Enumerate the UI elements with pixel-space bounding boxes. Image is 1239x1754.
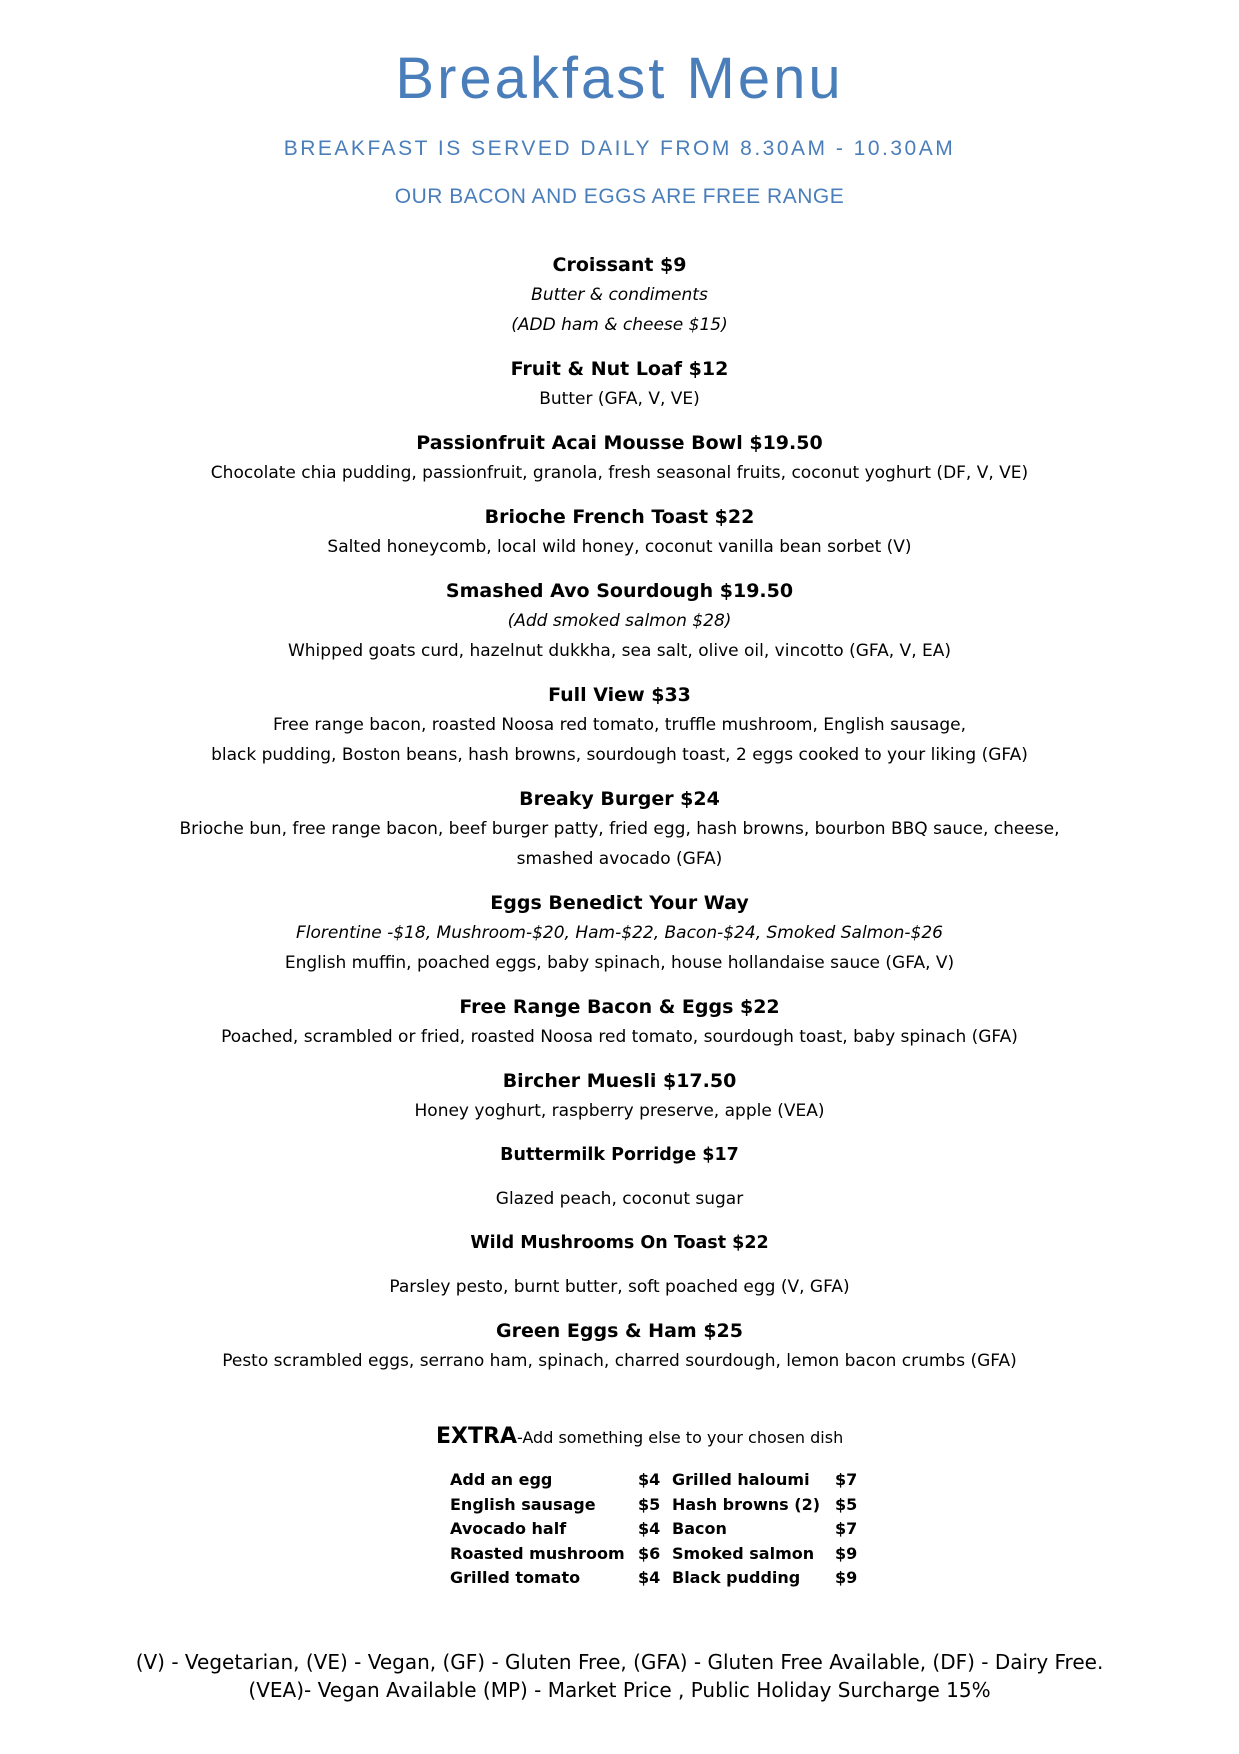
menu-item <box>0 888 1239 992</box>
menu-item <box>0 502 1239 576</box>
extra-item-name: Add an egg <box>450 1470 553 1489</box>
menu-item <box>0 1066 1239 1140</box>
menu-item-description: Butter (GFA, V, VE) <box>539 389 700 409</box>
extra-item-price: $7 <box>835 1519 858 1538</box>
extras-row <box>450 1470 870 1495</box>
service-hours: BREAKFAST IS SERVED DAILY FROM 8.30AM - 10.30AM <box>283 137 956 160</box>
menu-item-name: Full View $33 <box>548 684 691 706</box>
menu-item-name: Smashed Avo Sourdough $19.50 <box>445 580 794 602</box>
menu-item-name: Fruit & Nut Loaf $12 <box>510 358 729 380</box>
menu-item <box>0 784 1239 888</box>
extras-table <box>450 1470 870 1593</box>
extra-item-price: $5 <box>638 1494 661 1514</box>
extra-item-price: $4 <box>638 1470 661 1489</box>
extra-item-name: Avocado half <box>450 1519 567 1538</box>
menu-item <box>0 992 1239 1066</box>
menu-item <box>0 250 1239 354</box>
menu-item <box>0 1316 1239 1390</box>
menu-item <box>0 354 1239 428</box>
menu-item-description: Poached, scrambled or fried, roasted Noosa red tomato, sourdough toast, baby spinach (GFA) <box>221 1027 1018 1047</box>
menu-item <box>0 428 1239 502</box>
dietary-legend <box>0 1648 1239 1704</box>
extra-item-price: $5 <box>835 1494 858 1514</box>
menu-item-name: Eggs Benedict Your Way <box>490 892 749 914</box>
menu-item-description: Pesto scrambled eggs, serrano ham, spinach, charred sourdough, lemon bacon crumbs (GFA) <box>222 1351 1017 1371</box>
menu-item-name: Breaky Burger $24 <box>519 788 720 810</box>
menu-item <box>0 576 1239 680</box>
menu-item-description: Salted honeycomb, local wild honey, coconut vanilla bean sorbet (V) <box>327 537 912 557</box>
menu-item-description: Butter & condiments <box>531 285 708 305</box>
extras-heading <box>436 1424 843 1449</box>
extra-item-price: $7 <box>835 1470 858 1489</box>
legend-line-2: (VEA)- Vegan Available (MP) - Market Price , Public Holiday Surcharge 15% <box>248 1678 991 1702</box>
menu-item-name: Buttermilk Porridge $17 <box>500 1145 739 1165</box>
extras-row <box>450 1495 870 1520</box>
page-title: Breakfast Menu <box>395 46 844 111</box>
menu-item-description: Glazed peach, coconut sugar <box>495 1189 744 1209</box>
free-range-note: OUR BACON AND EGGS ARE FREE RANGE <box>394 185 845 208</box>
extra-item-name: Bacon <box>672 1519 727 1538</box>
menu-item-description: Whipped goats curd, hazelnut dukkha, sea salt, olive oil, vincotto (GFA, V, EA) <box>287 641 952 661</box>
extra-item-price: $9 <box>835 1543 858 1563</box>
extra-item-price: $4 <box>638 1519 661 1538</box>
extra-item-price: $6 <box>638 1543 661 1563</box>
menu-item-description: English muffin, poached eggs, baby spinach, house hollandaise sauce (GFA, V) <box>284 953 955 973</box>
extras-title: EXTRA <box>436 1424 517 1449</box>
menu-item-name: Green Eggs & Ham $25 <box>496 1320 743 1342</box>
extra-item-price: $9 <box>835 1568 858 1587</box>
menu-item-name: Croissant $9 <box>552 254 687 276</box>
menu-item-description: Honey yoghurt, raspberry preserve, apple (VEA) <box>414 1101 825 1121</box>
extra-item-name: English sausage <box>450 1494 596 1514</box>
menu-item-description: Parsley pesto, burnt butter, soft poached egg (V, GFA) <box>389 1277 850 1297</box>
menu-item-name: Wild Mushrooms On Toast $22 <box>470 1233 769 1253</box>
menu-item-description: Brioche bun, free range bacon, beef burger patty, fried egg, hash browns, bourbon BBQ sauce, cheese, <box>179 819 1060 839</box>
extras-row <box>450 1519 870 1544</box>
menu-item-name: Brioche French Toast $22 <box>484 506 755 528</box>
menu-item-name: Free Range Bacon & Eggs $22 <box>459 996 780 1018</box>
menu-item-description: Florentine -$18, Mushroom-$20, Ham-$22, Bacon-$24, Smoked Salmon-$26 <box>296 923 943 943</box>
menu-item-description: Free range bacon, roasted Noosa red tomato, truffle mushroom, English sausage, <box>272 715 967 735</box>
extras-subtitle: -Add something else to your chosen dish <box>516 1428 844 1447</box>
menu-item <box>0 680 1239 784</box>
legend-line-1: (V) - Vegetarian, (VE) - Vegan, (GF) - Gluten Free, (GFA) - Gluten Free Available, (DF) - Dairy Free. <box>135 1650 1104 1674</box>
extra-item-price: $4 <box>638 1568 661 1587</box>
menu-item-description: smashed avocado (GFA) <box>516 849 723 869</box>
extra-item-name: Smoked salmon <box>672 1543 815 1563</box>
extra-item-name: Hash browns (2) <box>672 1494 821 1514</box>
extras-row <box>450 1568 870 1593</box>
extras-row <box>450 1544 870 1569</box>
extra-item-name: Grilled tomato <box>450 1568 581 1587</box>
menu-list <box>0 250 1239 1390</box>
menu-item <box>0 1228 1239 1316</box>
menu-item-name: Bircher Muesli $17.50 <box>502 1070 737 1092</box>
extra-item-name: Roasted mushroom <box>450 1543 625 1563</box>
menu-item-name: Passionfruit Acai Mousse Bowl $19.50 <box>416 432 823 454</box>
menu-item-description: black pudding, Boston beans, hash browns, sourdough toast, 2 eggs cooked to your liking (GFA) <box>211 745 1028 765</box>
menu-item-description: (Add smoked salmon $28) <box>507 611 732 631</box>
menu-item-description: Chocolate chia pudding, passionfruit, granola, fresh seasonal fruits, coconut yoghurt (DF, V, VE) <box>210 463 1029 483</box>
menu-item <box>0 1140 1239 1228</box>
extra-item-name: Black pudding <box>672 1568 801 1587</box>
extra-item-name: Grilled haloumi <box>672 1470 810 1489</box>
menu-item-description: (ADD ham & cheese $15) <box>511 315 728 335</box>
